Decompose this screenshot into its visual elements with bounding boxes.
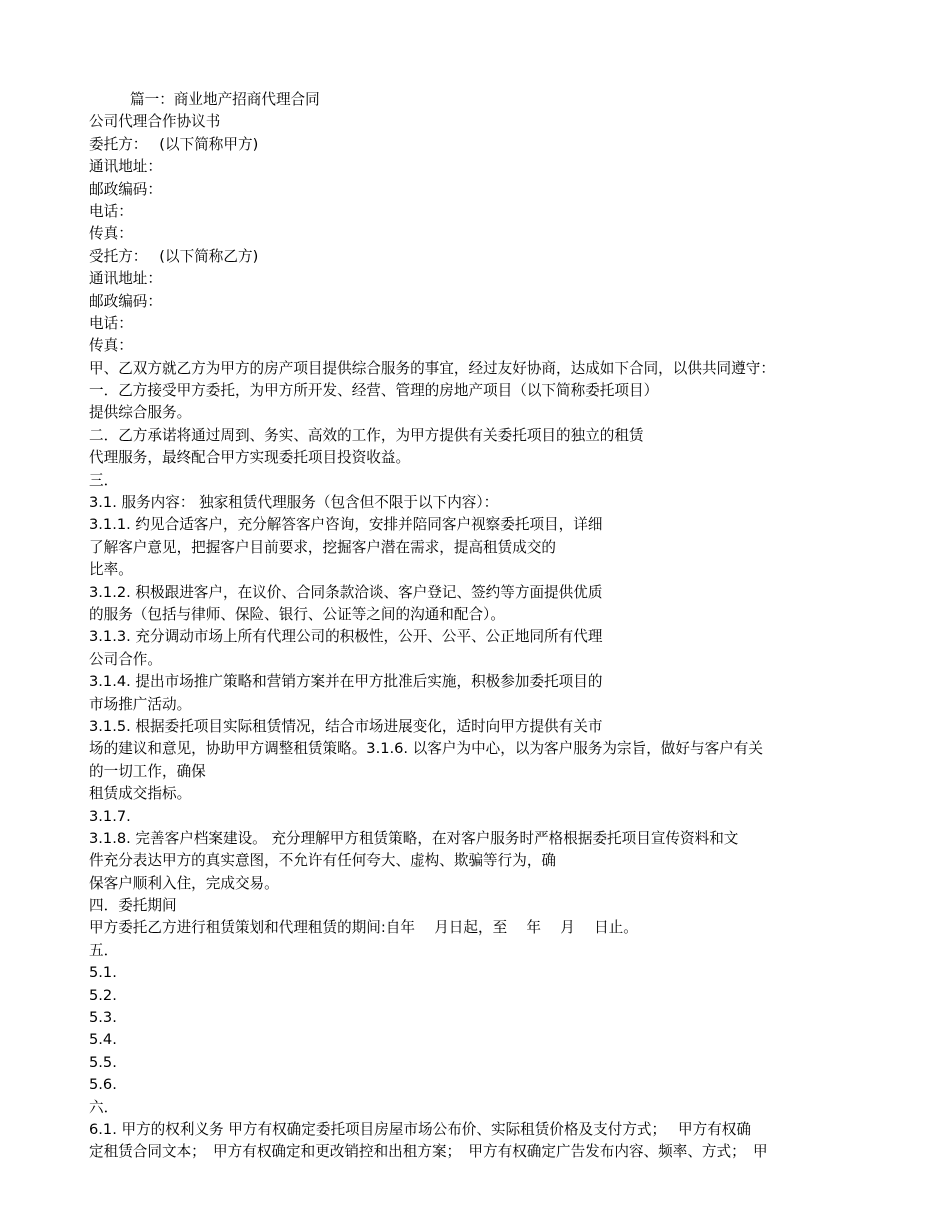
clause-3-1-8-line: 件充分表达甲方的真实意图，不允许有任何夸大、虚构、欺骗等行为，确 [89,852,557,870]
clause-3-1-7-line: 3.1.7. [89,807,131,825]
clause-5-6-line: 5.6. [89,1076,117,1094]
agent-party-line: 受托方： (以下简称乙方) [89,247,259,265]
clause-3-1-8-line: 3.1.8. 完善客户档案建设。 充分理解甲方租赁策略，在对客户服务时严格根据委托项目宣传资料和文 [89,829,739,847]
clause-3-1-1-line: 3.1.1. 约见合适客户，充分解答客户咨询，安排并陪同客户视察委托项目，详细 [89,516,603,534]
clause-3-1-2-line: 的服务（包括与律师、保险、银行、公证等之间的沟通和配合）。 [89,605,505,623]
clause-6-1-line: 定租赁合同文本； 甲方有权确定和更改销控和出租方案； 甲方有权确定广告发布内容、频率、方式； 甲 [89,1143,768,1161]
clause-3-1-2-line: 3.1.2. 积极跟进客户，在议价、合同条款洽谈、客户登记、签约等方面提供优质 [89,583,603,601]
clause-3-1-5-line: 3.1.5. 根据委托项目实际租赁情况，结合市场进展变化，适时向甲方提供有关市 [89,717,603,735]
clause-5-1-line: 5.1. [89,964,117,982]
clause-3-1-4-line: 3.1.4. 提出市场推广策略和营销方案并在甲方批准后实施，积极参加委托项目的 [89,673,603,691]
clause-2-line: 代理服务，最终配合甲方实现委托项目投资收益。 [89,449,411,467]
clause-5-2-line: 5.2. [89,986,117,1004]
clause-3-1-6-line: 的一切工作，确保 [89,762,206,780]
clause-5-3-line: 5.3. [89,1009,117,1027]
agent-phone-line: 电话： [89,314,133,332]
preamble-line: 甲、乙双方就乙方为甲方的房产项目提供综合服务的事宜，经过友好协商，达成如下合同，以供共同遵守： [89,359,775,377]
clause-3-1-8-line: 保客户顺利入住，完成交易。 [89,874,279,892]
section-5-heading: 五． [89,941,119,959]
principal-phone-line: 电话： [89,202,133,220]
clause-6-1-line: 6.1. 甲方的权利义务 甲方有权确定委托项目房屋市场公布价、实际租赁价格及支付方式； 甲方有权确 [89,1120,751,1138]
agent-postcode-line: 邮政编码： [89,292,162,310]
clause-5-4-line: 5.4. [89,1031,117,1049]
clause-1-line: 一．乙方接受甲方委托，为甲方所开发、经营、管理的房地产项目（以下简称委托项目） [89,382,659,400]
clause-3-1-3-line: 公司合作。 [89,650,162,668]
clause-3-1-4-line: 市场推广活动。 [89,695,192,713]
term-period-line: 甲方委托乙方进行租赁策划和代理租赁的期间:自年 月日起，至 年 月 日止。 [89,919,638,937]
clause-2-line: 二．乙方承诺将通过周到、务实、高效的工作，为甲方提供有关委托项目的独立的租赁 [89,426,644,444]
agent-address-line: 通讯地址： [89,270,162,288]
document-page [89,89,869,1164]
principal-fax-line: 传真： [89,225,133,243]
principal-address-line: 通讯地址： [89,158,162,176]
clause-3-1-1-line: 比率。 [89,561,133,579]
clause-3-1-3-line: 3.1.3. 充分调动市场上所有代理公司的积极性，公开、公平、公正地同所有代理 [89,628,603,646]
section-6-heading: 六． [89,1098,119,1116]
clause-1-line: 提供综合服务。 [89,404,192,422]
clause-3-1-5-line: 场的建议和意见，协助甲方调整租赁策略。3.1.6. 以客户为中心，以为客户服务为宗旨，做好与客户有关 [89,740,763,758]
clause-3-1-1-line: 了解客户意见，把握客户目前要求，挖掘客户潜在需求，提高租赁成交的 [89,538,557,556]
clause-5-5-line: 5.5. [89,1053,117,1071]
section-4-heading: 四．委托期间 [89,897,177,915]
clause-3-1-line: 3.1. 服务内容： 独家租赁代理服务（包含但不限于以下内容）： [89,494,499,512]
agent-fax-line: 传真： [89,337,133,355]
principal-postcode-line: 邮政编码： [89,180,162,198]
section-3-heading: 三． [89,471,119,489]
agreement-heading: 公司代理合作协议书 [89,113,221,131]
principal-party-line: 委托方： (以下简称甲方) [89,135,259,153]
doc-title: 篇一：商业地产招商代理合同 [130,91,320,108]
clause-3-1-6-line: 租赁成交指标。 [89,785,192,803]
